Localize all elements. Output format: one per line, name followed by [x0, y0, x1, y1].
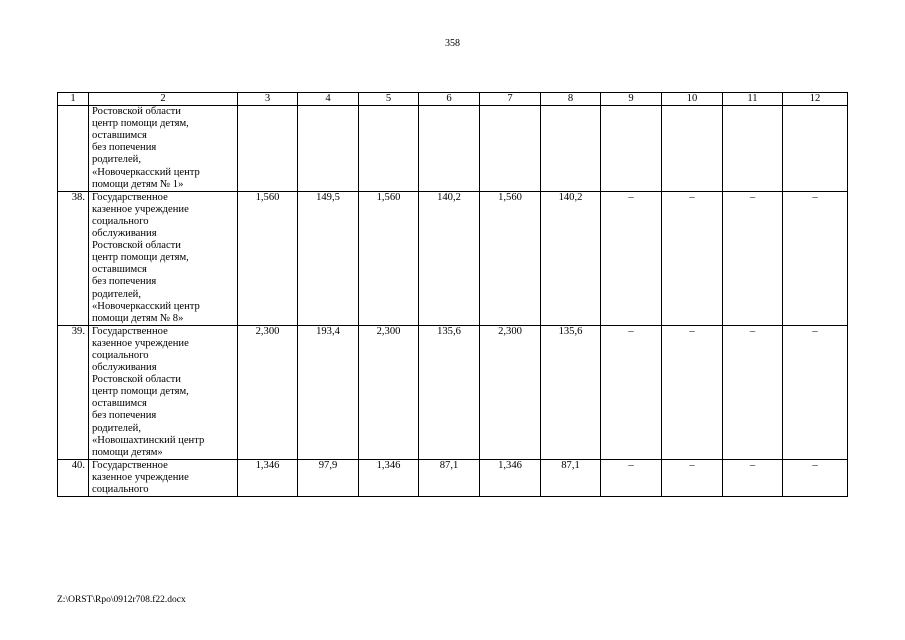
value-cell-col-4: 149,5: [298, 191, 359, 325]
column-header-5: 5: [359, 93, 419, 106]
value-cell-col-6: 87,1: [419, 459, 480, 496]
value-cell-col-9: [601, 106, 662, 192]
value-cell-col-7: 1,560: [480, 191, 541, 325]
value-cell-col-11: –: [723, 459, 783, 496]
column-header-12: 12: [783, 93, 848, 106]
value-cell-col-4: 193,4: [298, 325, 359, 459]
value-cell-col-8: 87,1: [541, 459, 601, 496]
value-cell-col-5: [359, 106, 419, 192]
value-cell-col-9: –: [601, 325, 662, 459]
column-header-7: 7: [480, 93, 541, 106]
column-header-8: 8: [541, 93, 601, 106]
column-header-4: 4: [298, 93, 359, 106]
institution-name: Государственное казенное учреждение социального обслуживания Ростовской области центр помощи детям, оставшимся без попечения родителей, «Новочеркасский центр помощи детям № 8»: [89, 191, 238, 325]
value-cell-col-3: 1,560: [238, 191, 298, 325]
row-number: 39.: [58, 325, 89, 459]
column-header-2: 2: [89, 93, 238, 106]
institution-name: Государственное казенное учреждение социального: [89, 459, 238, 496]
value-cell-col-3: 2,300: [238, 325, 298, 459]
value-cell-col-5: 1,560: [359, 191, 419, 325]
value-cell-col-5: 1,346: [359, 459, 419, 496]
table-row: [58, 191, 848, 325]
value-cell-col-8: [541, 106, 601, 192]
column-header-10: 10: [662, 93, 723, 106]
column-header-1: 1: [58, 93, 89, 106]
table-header-row: [58, 93, 848, 106]
value-cell-col-6: 135,6: [419, 325, 480, 459]
value-cell-col-9: –: [601, 191, 662, 325]
value-cell-col-7: 2,300: [480, 325, 541, 459]
table-row: [58, 459, 848, 496]
data-table: [57, 92, 848, 497]
value-cell-col-12: –: [783, 325, 848, 459]
value-cell-col-12: –: [783, 191, 848, 325]
value-cell-col-10: –: [662, 459, 723, 496]
value-cell-col-3: 1,346: [238, 459, 298, 496]
value-cell-col-7: [480, 106, 541, 192]
value-cell-col-3: [238, 106, 298, 192]
value-cell-col-6: [419, 106, 480, 192]
institution-name: Ростовской области центр помощи детям, оставшимся без попечения родителей, «Новочеркасский центр помощи детям № 1»: [89, 106, 238, 192]
table-body: [58, 93, 848, 497]
value-cell-col-4: 97,9: [298, 459, 359, 496]
institution-name: Государственное казенное учреждение социального обслуживания Ростовской области центр помощи детям, оставшимся без попечения родителей, «Новошахтинский центр помощи детям»: [89, 325, 238, 459]
file-path-footer: Z:\ORST\Rpo\0912r708.f22.docx: [57, 595, 186, 605]
row-number: [58, 106, 89, 192]
value-cell-col-8: 135,6: [541, 325, 601, 459]
column-header-6: 6: [419, 93, 480, 106]
table-row: [58, 106, 848, 192]
value-cell-col-11: –: [723, 191, 783, 325]
row-number: 40.: [58, 459, 89, 496]
column-header-11: 11: [723, 93, 783, 106]
value-cell-col-10: –: [662, 325, 723, 459]
value-cell-col-10: [662, 106, 723, 192]
table-row: [58, 325, 848, 459]
value-cell-col-12: [783, 106, 848, 192]
column-header-3: 3: [238, 93, 298, 106]
value-cell-col-6: 140,2: [419, 191, 480, 325]
value-cell-col-11: –: [723, 325, 783, 459]
column-header-9: 9: [601, 93, 662, 106]
value-cell-col-7: 1,346: [480, 459, 541, 496]
page-number: 358: [445, 38, 460, 49]
row-number: 38.: [58, 191, 89, 325]
value-cell-col-4: [298, 106, 359, 192]
value-cell-col-11: [723, 106, 783, 192]
value-cell-col-9: –: [601, 459, 662, 496]
value-cell-col-8: 140,2: [541, 191, 601, 325]
value-cell-col-5: 2,300: [359, 325, 419, 459]
value-cell-col-10: –: [662, 191, 723, 325]
value-cell-col-12: –: [783, 459, 848, 496]
